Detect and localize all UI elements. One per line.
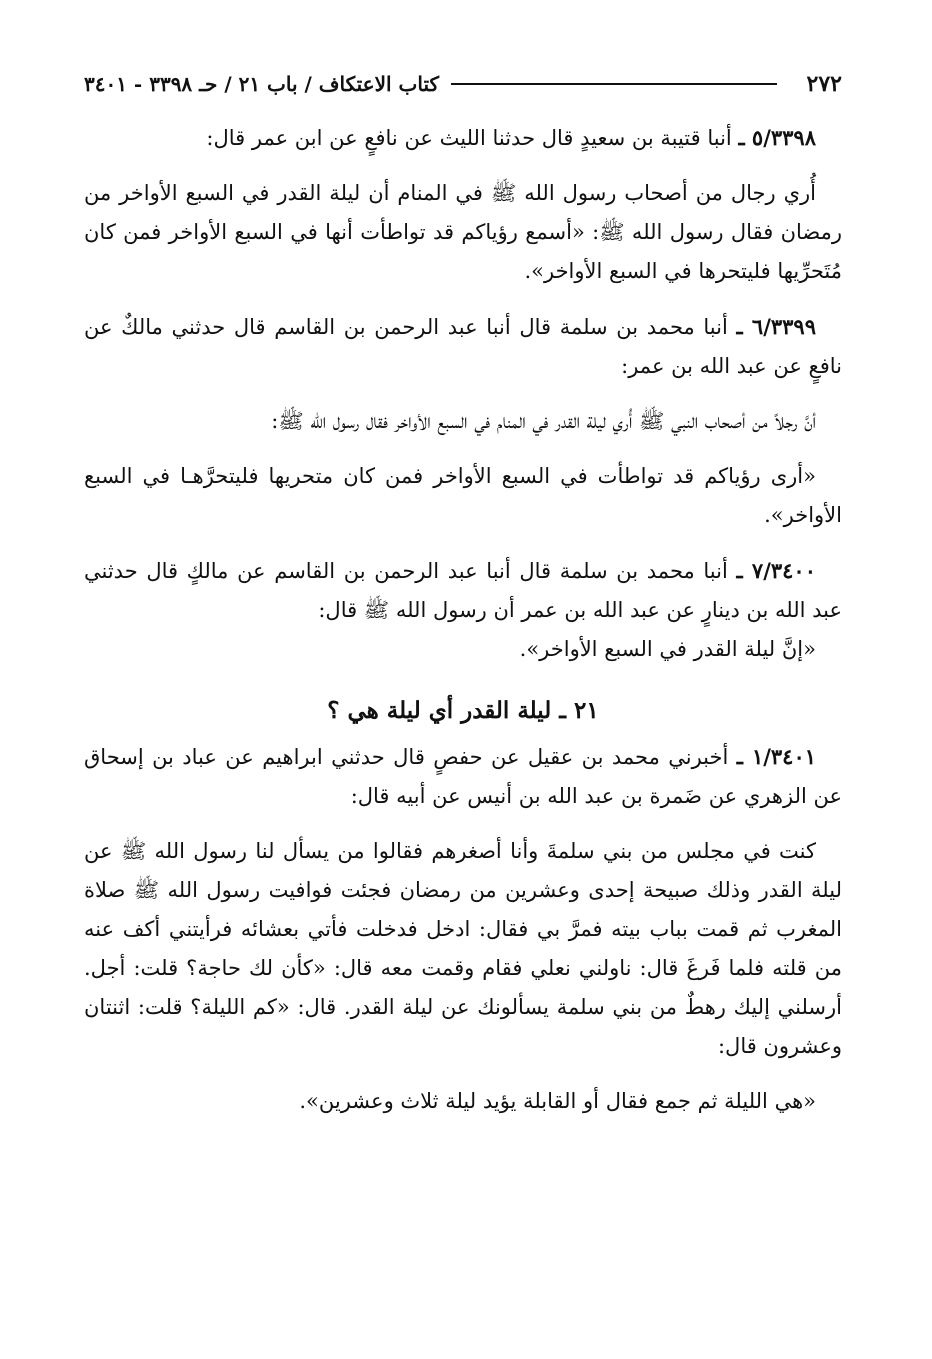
hadith-number: ٥/٣٣٩٨ ـ	[738, 125, 816, 150]
hadith-3398-matn	[84, 174, 842, 291]
hadith-number: ١/٣٤٠١ ـ	[736, 744, 817, 769]
page-number: ٢٧٢	[806, 71, 842, 97]
hadith-number: ٦/٣٣٩٩ ـ	[736, 314, 816, 339]
section-title: ٢١ ـ ليلة القدر أي ليلة هي ؟	[327, 697, 599, 724]
page-body	[84, 118, 842, 1121]
hadith-text: أنبا قتيبة بن سعيدٍ قال حدثنا الليث عن نافعٍ عن ابن عمر قال:	[206, 126, 732, 150]
hadith-3401-isnad	[84, 737, 842, 816]
hadith-3400-matn	[84, 630, 842, 669]
hadith-text: «هي الليلة ثم جمع فقال أو القابلة يؤيد ليلة ثلاث وعشرين».	[299, 1089, 816, 1113]
hadith-3398-isnad	[84, 118, 842, 158]
page-header	[84, 66, 842, 102]
hadith-text: «إنَّ ليلة القدر في السبع الأواخر».	[519, 637, 816, 661]
header-rule	[451, 83, 777, 85]
hadith-text: «أرى رؤياكم قد تواطأت في السبع الأواخر فمن كان متحريها فليتحرَّهـا في السبع الأواخر».	[84, 464, 842, 527]
hadith-3401-quote	[84, 1082, 842, 1121]
hadith-text: أُري رجال من أصحاب رسول الله ﷺ في المنام أن ليلة القدر في السبع الأواخر من رمضان فقال رسول الله ﷺ: «أسمع رؤياكم قد تواطأت أنها في السبع الأواخر فمن كان مُتَحرِّيها فليتحرها في السبع الأواخر».	[84, 181, 842, 283]
hadith-3401-matn	[84, 832, 842, 1066]
hadith-3399-matn	[84, 402, 842, 441]
hadith-text: كنت في مجلس من بني سلمةَ وأنا أصغرهم فقالوا من يسأل لنا رسول الله ﷺ عن ليلة القدر وذلك صبيحة إحدى وعشرين من رمضان فجئت فوافيت رسول الله ﷺ صلاة المغرب ثم قمت بباب بيته فمرَّ بي فقال: ادخل فدخلت فأتي بعشائه فرأيتني أكف عنه من قلته فلما فَرغَ قال: ناولني نعلي فقام وقمت معه قال: «كأن لك حاجة؟ قلت: أجل. أرسلني إليك رهطٌ من بني سلمة يسألونك عن ليلة القدر. قال: «كم الليلة؟ قلت: اثنتان وعشرون قال:	[84, 839, 842, 1058]
hadith-text: أنبا محمد بن سلمة قال أنبا عبد الرحمن بن القاسم عن مالكٍ قال حدثني عبد الله بن دينارٍ عن عبد الله بن عمر أن رسول الله ﷺ قال:	[84, 559, 842, 622]
hadith-number: ٧/٣٤٠٠ ـ	[736, 558, 816, 583]
hadith-text: أنبا محمد بن سلمة قال أنبا عبد الرحمن بن القاسم قال حدثني مالكٌ عن نافعٍ عن عبد الله بن عمر:	[84, 315, 842, 378]
hadith-3399-quote	[84, 457, 842, 535]
hadith-text: أنَّ رجلاً من أصحاب النبي ﷺ أُري ليلة القدر في المنام في السبع الأواخر فقال رسول الله ﷺ:	[271, 409, 816, 433]
running-title: كتاب الاعتكاف / باب ٢١ / حـ ٣٣٩٨ - ٣٤٠١	[84, 72, 440, 96]
hadith-3400-isnad	[84, 551, 842, 630]
hadith-text: أخبرني محمد بن عقيل عن حفصٍ قال حدثني ابراهيم عن عباد بن إسحاق عن الزهري عن ضَمرة بن عبد الله بن أنيس عن أبيه قال:	[84, 745, 842, 808]
hadith-3399-isnad	[84, 307, 842, 386]
